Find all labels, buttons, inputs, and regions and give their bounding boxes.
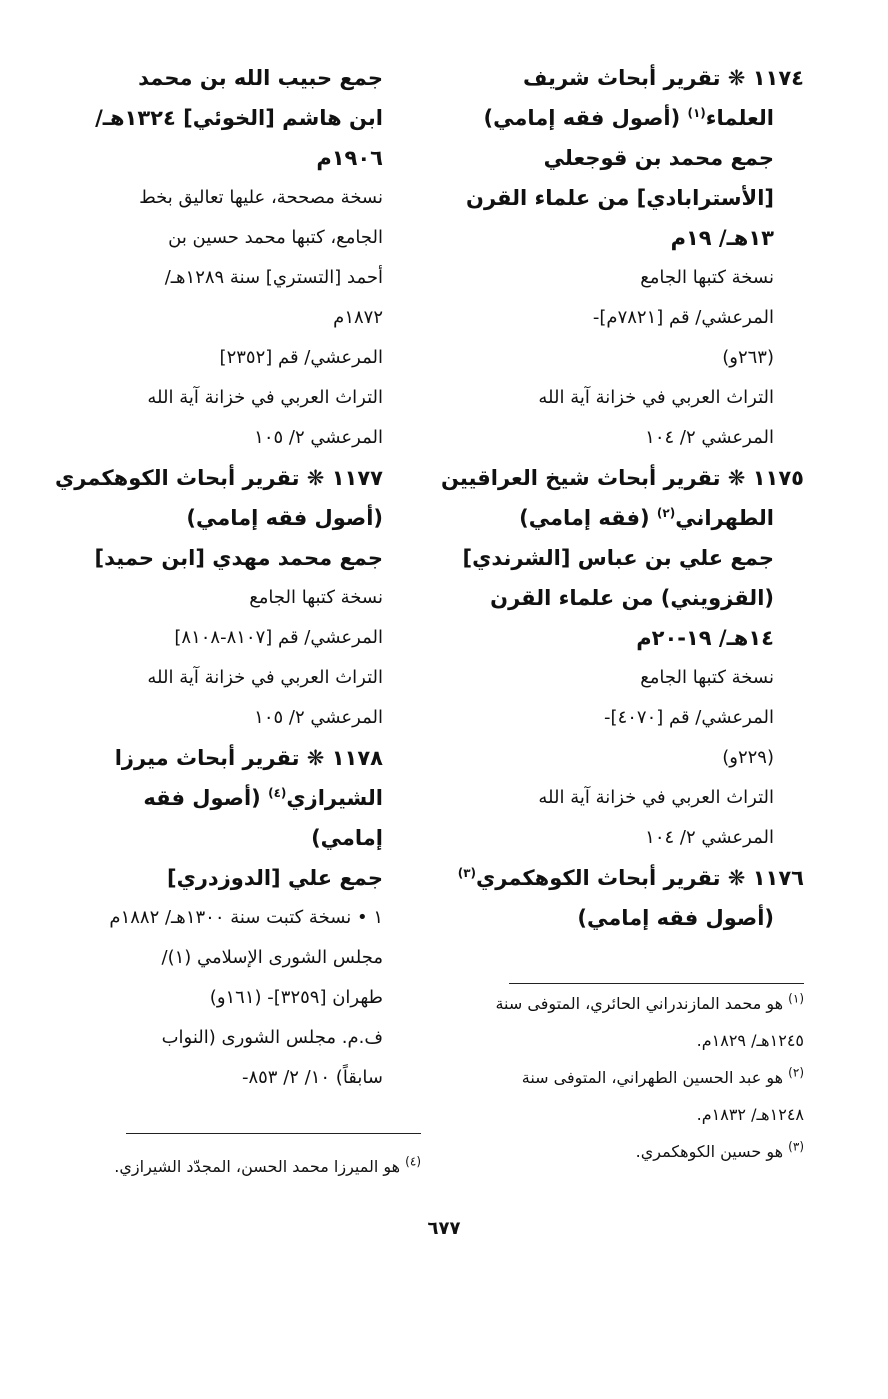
title-text: العلماء <box>705 106 774 130</box>
compiler: جمع محمد مهدي [ابن حميد] <box>94 546 383 570</box>
source-ref: التراث العربي في خزانة آية الله <box>147 667 383 688</box>
library-ref: المرعشي/ قم [٤٠٧٠]- <box>604 707 774 728</box>
footnote-ref: (٣) <box>457 866 477 880</box>
library-ref-cont: طهران [٣٢٥٩]- (١٦١و) <box>209 987 383 1008</box>
title-text: الطهراني <box>675 506 774 530</box>
source-ref: التراث العربي في خزانة آية الله <box>538 787 774 808</box>
footnote-3 <box>474 1133 804 1170</box>
century: ١٣هـ/ ١٩م <box>670 226 774 250</box>
library-ref-cont: (٢٦٣و) <box>722 347 774 368</box>
entry-title-cont <box>474 498 804 538</box>
entry-1175 <box>441 458 804 858</box>
subject-label: (أصول فقه إمامي) <box>483 106 688 130</box>
date: ١٩٠٦م <box>316 146 383 170</box>
footnote-number: (٣) <box>788 1139 804 1154</box>
compiler: جمع حبيب الله بن محمد <box>138 66 383 90</box>
compiler-cont: [الأسترابادي] من علماء القرن <box>466 186 774 210</box>
footnote-text: هو محمد المازندراني الحائري، المتوفى سنة <box>495 994 789 1013</box>
compiler-cont: ابن هاشم [الخوئي] ١٣٢٤هـ/ <box>95 106 383 130</box>
compiler: جمع علي [الدوزدري] <box>166 866 383 890</box>
footnote-1 <box>474 985 804 1022</box>
copy-note: نسخة مصححة، عليها تعاليق بخط <box>139 187 383 208</box>
subject-label: (أصول فقه إمامي) <box>577 906 774 930</box>
source-ref: التراث العربي في خزانة آية الله <box>147 387 383 408</box>
compiler-cont: (القزويني) من علماء القرن <box>490 586 774 610</box>
library-ref: المرعشي/ قم [٧٨٢١م]- <box>592 307 774 328</box>
copy-item: ١ • نسخة كتبت سنة ١٣٠٠هـ/ ١٨٨٢م <box>109 907 383 928</box>
footnote-text: هو حسين الكوهكمري. <box>635 1142 789 1161</box>
entry-title-cont <box>474 98 804 138</box>
footnote-divider <box>509 983 804 984</box>
source-ref: التراث العربي في خزانة آية الله <box>538 387 774 408</box>
footnote-2-cont: ١٢٤٨هـ/ ١٨٣٢م. <box>696 1105 804 1124</box>
page-number: ٦٧٧ <box>427 1218 461 1239</box>
entry-title: ١١٧٥ ❋ تقرير أبحاث شيخ العراقيين <box>441 466 804 490</box>
footnote-text: هو الميرزا محمد الحسن، المجدّد الشيرازي. <box>114 1157 406 1176</box>
copy-note-cont: أحمد [التستري] سنة ١٢٨٩هـ/ <box>164 267 383 288</box>
entry-1178 <box>68 738 383 1098</box>
entry-1177 <box>55 458 383 738</box>
entry-1176-continued <box>68 58 383 458</box>
footnotes-right <box>474 985 804 1170</box>
entry-title-cont <box>68 778 383 818</box>
left-column <box>55 58 383 1098</box>
source-ref-cont: المرعشي ٢/ ١٠٥ <box>254 427 383 448</box>
catalog-ref: ف.م. مجلس الشورى (النواب <box>161 1027 383 1048</box>
title-text: الشيرازي <box>286 786 383 810</box>
footnote-divider <box>126 1133 421 1134</box>
footnote-number: (٤) <box>405 1154 421 1169</box>
right-column <box>441 58 804 938</box>
subject-label: (فقه إمامي) <box>519 506 657 530</box>
entry-title: ١١٧٨ ❋ تقرير أبحاث ميرزا <box>114 746 383 770</box>
catalog-ref-cont: سابقاً) ١٠/ ٢/ ٨٥٣- <box>241 1067 383 1088</box>
entry-1174 <box>466 58 804 458</box>
entry-title: ١١٧٧ ❋ تقرير أبحاث الكوهكمري <box>55 466 383 490</box>
copy-note: نسخة كتبها الجامع <box>640 667 774 688</box>
entry-title: ١١٧٤ ❋ تقرير أبحاث شريف <box>523 66 804 90</box>
title-text: ١١٧٦ ❋ تقرير أبحاث الكوهكمري <box>476 866 804 890</box>
footnote-ref: (٢) <box>656 506 676 520</box>
footnotes-left <box>91 1148 421 1185</box>
copy-note: نسخة كتبها الجامع <box>249 587 383 608</box>
century: ١٤هـ/ ١٩-٢٠م <box>636 626 774 650</box>
entry-title <box>457 858 804 898</box>
footnote-number: (٢) <box>788 1065 804 1080</box>
source-ref-cont: المرعشي ٢/ ١٠٥ <box>254 707 383 728</box>
library-ref-cont: (٢٢٩و) <box>722 747 774 768</box>
subject-label: (أصول فقه <box>143 786 269 810</box>
copy-note: نسخة كتبها الجامع <box>640 267 774 288</box>
footnote-number: (١) <box>788 991 804 1006</box>
footnote-ref: (٤) <box>268 786 287 800</box>
compiler: جمع محمد بن قوجعلي <box>543 146 774 170</box>
compiler: جمع علي بن عباس [الشرندي] <box>462 546 774 570</box>
footnote-2 <box>474 1059 804 1096</box>
source-ref-cont: المرعشي ٢/ ١٠٤ <box>645 427 774 448</box>
entry-1176 <box>457 858 804 938</box>
footnote-4 <box>91 1148 421 1185</box>
library-ref: المرعشي/ قم [٢٣٥٢] <box>219 347 383 368</box>
footnote-text: هو عبد الحسين الطهراني، المتوفى سنة <box>521 1068 789 1087</box>
copy-note-date: ١٨٧٢م <box>333 307 383 328</box>
library-ref: المرعشي/ قم [٨١٠٧-٨١٠٨] <box>174 627 383 648</box>
subject-label-cont: إمامي) <box>311 826 383 850</box>
library-ref: مجلس الشورى الإسلامي (١)/ <box>161 947 383 968</box>
footnote-1-cont: ١٢٤٥هـ/ ١٨٢٩م. <box>696 1031 804 1050</box>
subject-label: (أصول فقه إمامي) <box>186 506 383 530</box>
copy-note-cont: الجامع، كتبها محمد حسين بن <box>168 227 383 248</box>
source-ref-cont: المرعشي ٢/ ١٠٤ <box>645 827 774 848</box>
footnote-ref: (١) <box>687 106 706 120</box>
